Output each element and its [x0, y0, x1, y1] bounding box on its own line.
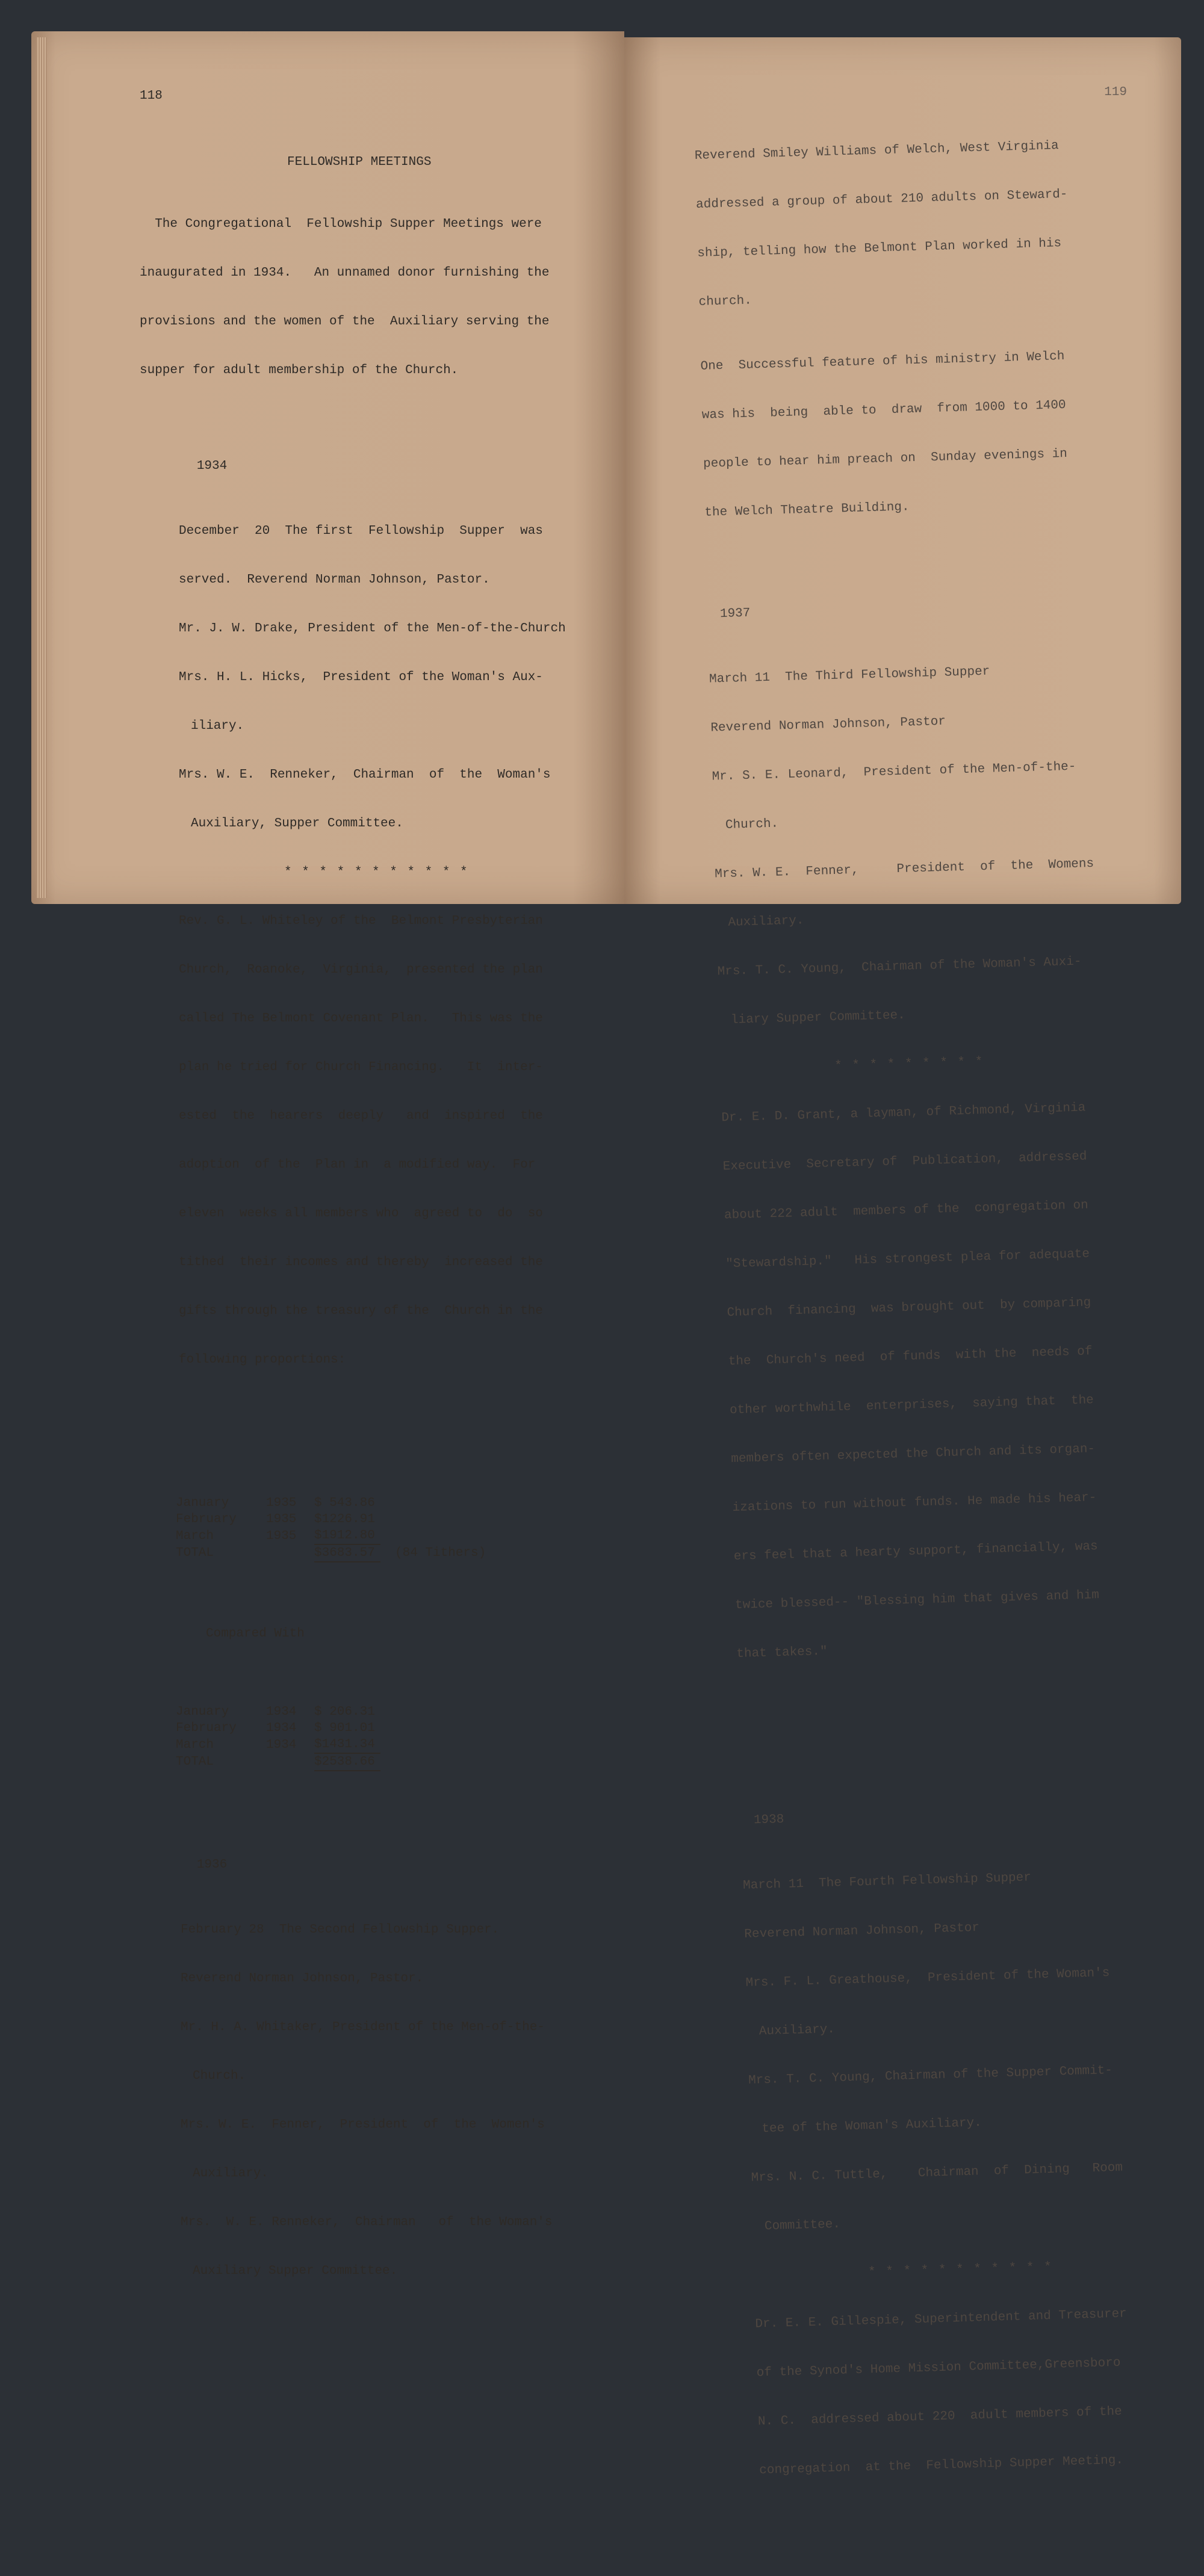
- entry-year: 1936: [196, 1858, 228, 1872]
- body-line: Church, Roanoke, Virginia, presented the plan: [179, 963, 543, 977]
- year-cell: 1934: [266, 1705, 297, 1719]
- entry-line: Mrs. H. L. Hicks, President of the Woman's Aux-: [179, 670, 543, 684]
- table-row: [176, 1495, 486, 1511]
- body-line: Executive Secretary of Publication, addressed: [722, 1150, 1087, 1174]
- entry-line: Auxiliary, Supper Committee.: [191, 817, 403, 831]
- entry-line: Church.: [193, 2069, 246, 2083]
- month-cell: January: [176, 1496, 229, 1510]
- entry-line: Auxiliary.: [759, 2022, 836, 2039]
- year-cell: [266, 1753, 314, 1771]
- body-line: izations to run without funds. He made his hear-: [732, 1491, 1097, 1516]
- month-cell: February: [176, 1721, 237, 1735]
- entry-line: Reverend Norman Johnson, Pastor: [710, 714, 946, 735]
- entry-line: Mrs. W. E. Fenner, President of the Womens: [714, 856, 1094, 882]
- month-cell: February: [176, 1512, 237, 1526]
- entry-line: Auxiliary.: [193, 2167, 269, 2181]
- month-cell: March: [176, 1738, 214, 1752]
- body-line: Dr. E. E. Gillespie, Superintendent and Treasurer: [755, 2307, 1128, 2332]
- body-line: about 222 adult members of the congregation on: [724, 1198, 1089, 1223]
- entry-1937: [707, 580, 1118, 1727]
- entry-year: 1937: [719, 606, 751, 622]
- year-cell: 1934: [266, 1738, 297, 1752]
- amount-cell: $1431.34: [314, 1738, 375, 1751]
- body-line: plan he tried for Church Financing. It inter-: [179, 1060, 543, 1074]
- month-cell: January: [176, 1705, 229, 1719]
- entry-line: iliary.: [191, 719, 244, 733]
- left-page-content: [140, 122, 566, 2377]
- entry-line: Committee.: [764, 2217, 841, 2234]
- entry-line: Auxiliary Supper Committee.: [193, 2264, 398, 2278]
- body-line: ers feel that a hearty support, financially, was: [733, 1540, 1098, 1564]
- amount-cell: $ 901.01: [314, 1721, 375, 1735]
- body-line: "Stewardship." His strongest plea for adequate: [725, 1247, 1090, 1272]
- entry-line: Mrs. T. C. Young, Chairman of the Woman's Auxi-: [717, 955, 1082, 979]
- entry-line: Auxiliary.: [728, 914, 804, 930]
- entry-line: Mrs. F. L. Greathouse, President of the Woman's: [745, 1966, 1110, 1990]
- month-cell: TOTAL: [176, 1546, 214, 1560]
- body-line: twice blessed-- "Blessing him that gives and him: [734, 1588, 1100, 1613]
- entry-line: Reverend Norman Johnson, Pastor.: [181, 1972, 424, 1986]
- body-line: following proportions:: [179, 1353, 346, 1367]
- entry-line: Mr. H. A. Whitaker, President of the Men-of-the-: [181, 2020, 545, 2034]
- year-cell: 1935: [266, 1496, 297, 1510]
- intro-line: supper for adult membership of the Church.: [140, 364, 459, 377]
- intro-line: provisions and the women of the Auxiliary serving the: [140, 315, 550, 329]
- table-row: [176, 1528, 486, 1544]
- table-row: [176, 1720, 380, 1736]
- section-divider: * * * * * * * * *: [834, 1055, 984, 1074]
- table-row: [176, 1544, 486, 1562]
- total-amount-cell: $3683.57: [314, 1544, 380, 1562]
- right-page: [624, 37, 1181, 2478]
- entry-year: 1938: [753, 1812, 784, 1828]
- body-line: eleven weeks all members who agreed to do so: [179, 1207, 543, 1221]
- year-cell: [266, 1544, 314, 1562]
- entry-1934: [140, 442, 566, 1433]
- body-line: Rev. G. L. Whiteley of the Belmont Presbyterian: [179, 914, 543, 928]
- section-divider: * * * * * * * * * * *: [867, 2260, 1054, 2280]
- year-cell: 1934: [266, 1721, 297, 1735]
- entry-1938: [740, 1786, 1141, 2543]
- entry-line: March 11 The Third Fellowship Supper: [709, 664, 990, 687]
- body-line: gifts through the treasury of the Church in the: [179, 1304, 543, 1318]
- finance-table-1934: [176, 1704, 380, 1771]
- entry-year: 1934: [196, 459, 228, 473]
- year-cell: 1935: [266, 1529, 297, 1543]
- entry-line: liary Supper Committee.: [730, 1008, 906, 1027]
- amount-cell: $ 543.86: [314, 1496, 375, 1510]
- entry-line: Church.: [725, 817, 779, 832]
- left-page: [31, 31, 624, 2278]
- entry-line: Mrs. T. C. Young, Chairman of the Supper Commit-: [748, 2063, 1113, 2088]
- amount-cell: $1912.80: [314, 1529, 375, 1543]
- month-cell: March: [176, 1529, 214, 1543]
- finance-table-1935: [176, 1495, 486, 1562]
- entry-line: Mrs. W. E. Renneker, Chairman of the Woman's: [179, 768, 551, 782]
- para-line: the Welch Theatre Building.: [704, 500, 910, 520]
- total-amount-cell: $2538.66: [314, 1753, 380, 1771]
- para-line: was his being able to draw from 1000 to 1400: [701, 398, 1066, 423]
- entry-line: February 28 The Second Fellowship Supper.: [181, 1923, 500, 1937]
- para-line: One Successful feature of his ministry in Welch: [700, 349, 1065, 374]
- right-page-number: 119: [1104, 85, 1127, 99]
- section-divider: * * * * * * * * * * *: [284, 865, 469, 879]
- intro-line: ship, telling how the Belmont Plan worked in his: [697, 237, 1062, 261]
- body-line: Church financing was brought out by comparing: [727, 1296, 1091, 1321]
- table-row: [176, 1736, 380, 1753]
- entry-line: served. Reverend Norman Johnson, Pastor.: [179, 573, 490, 587]
- body-line: tithed their incomes and thereby increased the: [179, 1255, 543, 1269]
- entry-1936: [140, 1841, 566, 2344]
- table-row: [176, 1511, 486, 1528]
- entry-line: March 11 The Fourth Fellowship Supper: [742, 1871, 1032, 1893]
- body-line: congregation at the Fellowship Supper Meeting.: [759, 2453, 1124, 2478]
- open-book: [31, 31, 1181, 2478]
- body-line: adoption of the Plan in a modified way. For: [179, 1158, 536, 1172]
- para-line: people to hear him preach on Sunday evenings in: [703, 447, 1068, 471]
- entry-line: Mrs. N. C. Tuttle, Chairman of Dining Room: [751, 2161, 1123, 2185]
- intro-line: inaugurated in 1934. An unnamed donor furnishing the: [140, 266, 550, 280]
- intro-line: Reverend Smiley Williams of Welch, West Virginia: [694, 139, 1059, 163]
- amount-cell: $1226.91: [314, 1512, 375, 1526]
- entry-line: Mr. S. E. Leonard, President of the Men-of-the-: [712, 760, 1076, 784]
- body-line: ested the hearers deeply and inspired the: [179, 1109, 543, 1123]
- year-cell: 1935: [266, 1512, 297, 1526]
- intro-line: addressed a group of about 210 adults on Steward-: [695, 187, 1068, 212]
- body-line: other worthwhile enterprises, saying that the: [729, 1393, 1094, 1418]
- body-line: members often expected the Church and its organ-: [731, 1442, 1096, 1467]
- body-line: the Church's need of funds with the needs of: [728, 1345, 1093, 1369]
- body-line: that takes.": [736, 1644, 828, 1661]
- compared-with-label: Compared With: [206, 1627, 305, 1641]
- page-title: FELLOWSHIP MEETINGS: [287, 155, 432, 169]
- intro-line: The Congregational Fellowship Supper Meetings were: [140, 217, 542, 231]
- amount-cell: $ 206.31: [314, 1705, 375, 1719]
- intro-line: church.: [698, 294, 752, 309]
- entry-line: Mrs. W. E. Fenner, President of the Women's: [181, 2118, 545, 2132]
- entry-line: Mr. J. W. Drake, President of the Men-of-the-Church: [179, 622, 566, 636]
- body-line: called The Belmont Covenant Plan. This was the: [179, 1012, 543, 1026]
- table-row: [176, 1704, 380, 1720]
- left-page-number: 118: [140, 89, 163, 103]
- body-line: N. C. addressed about 220 adult members of the: [757, 2404, 1123, 2429]
- body-line: Dr. E. D. Grant, a layman, of Richmond, Virginia: [721, 1101, 1086, 1125]
- entry-line: December 20 The first Fellowship Supper was: [179, 524, 543, 538]
- entry-line: Reverend Norman Johnson, Pastor: [744, 1921, 980, 1942]
- entry-line: Mrs. W. E. Renneker, Chairman of the Woman's: [181, 2215, 553, 2229]
- tithers-note: (84 Tithers): [395, 1546, 486, 1560]
- entry-line: tee of the Woman's Auxiliary.: [762, 2116, 982, 2137]
- table-row: [176, 1753, 380, 1771]
- body-line: of the Synod's Home Mission Committee,Greensboro: [756, 2356, 1121, 2380]
- month-cell: TOTAL: [176, 1755, 214, 1769]
- right-page-content: [694, 105, 1141, 2576]
